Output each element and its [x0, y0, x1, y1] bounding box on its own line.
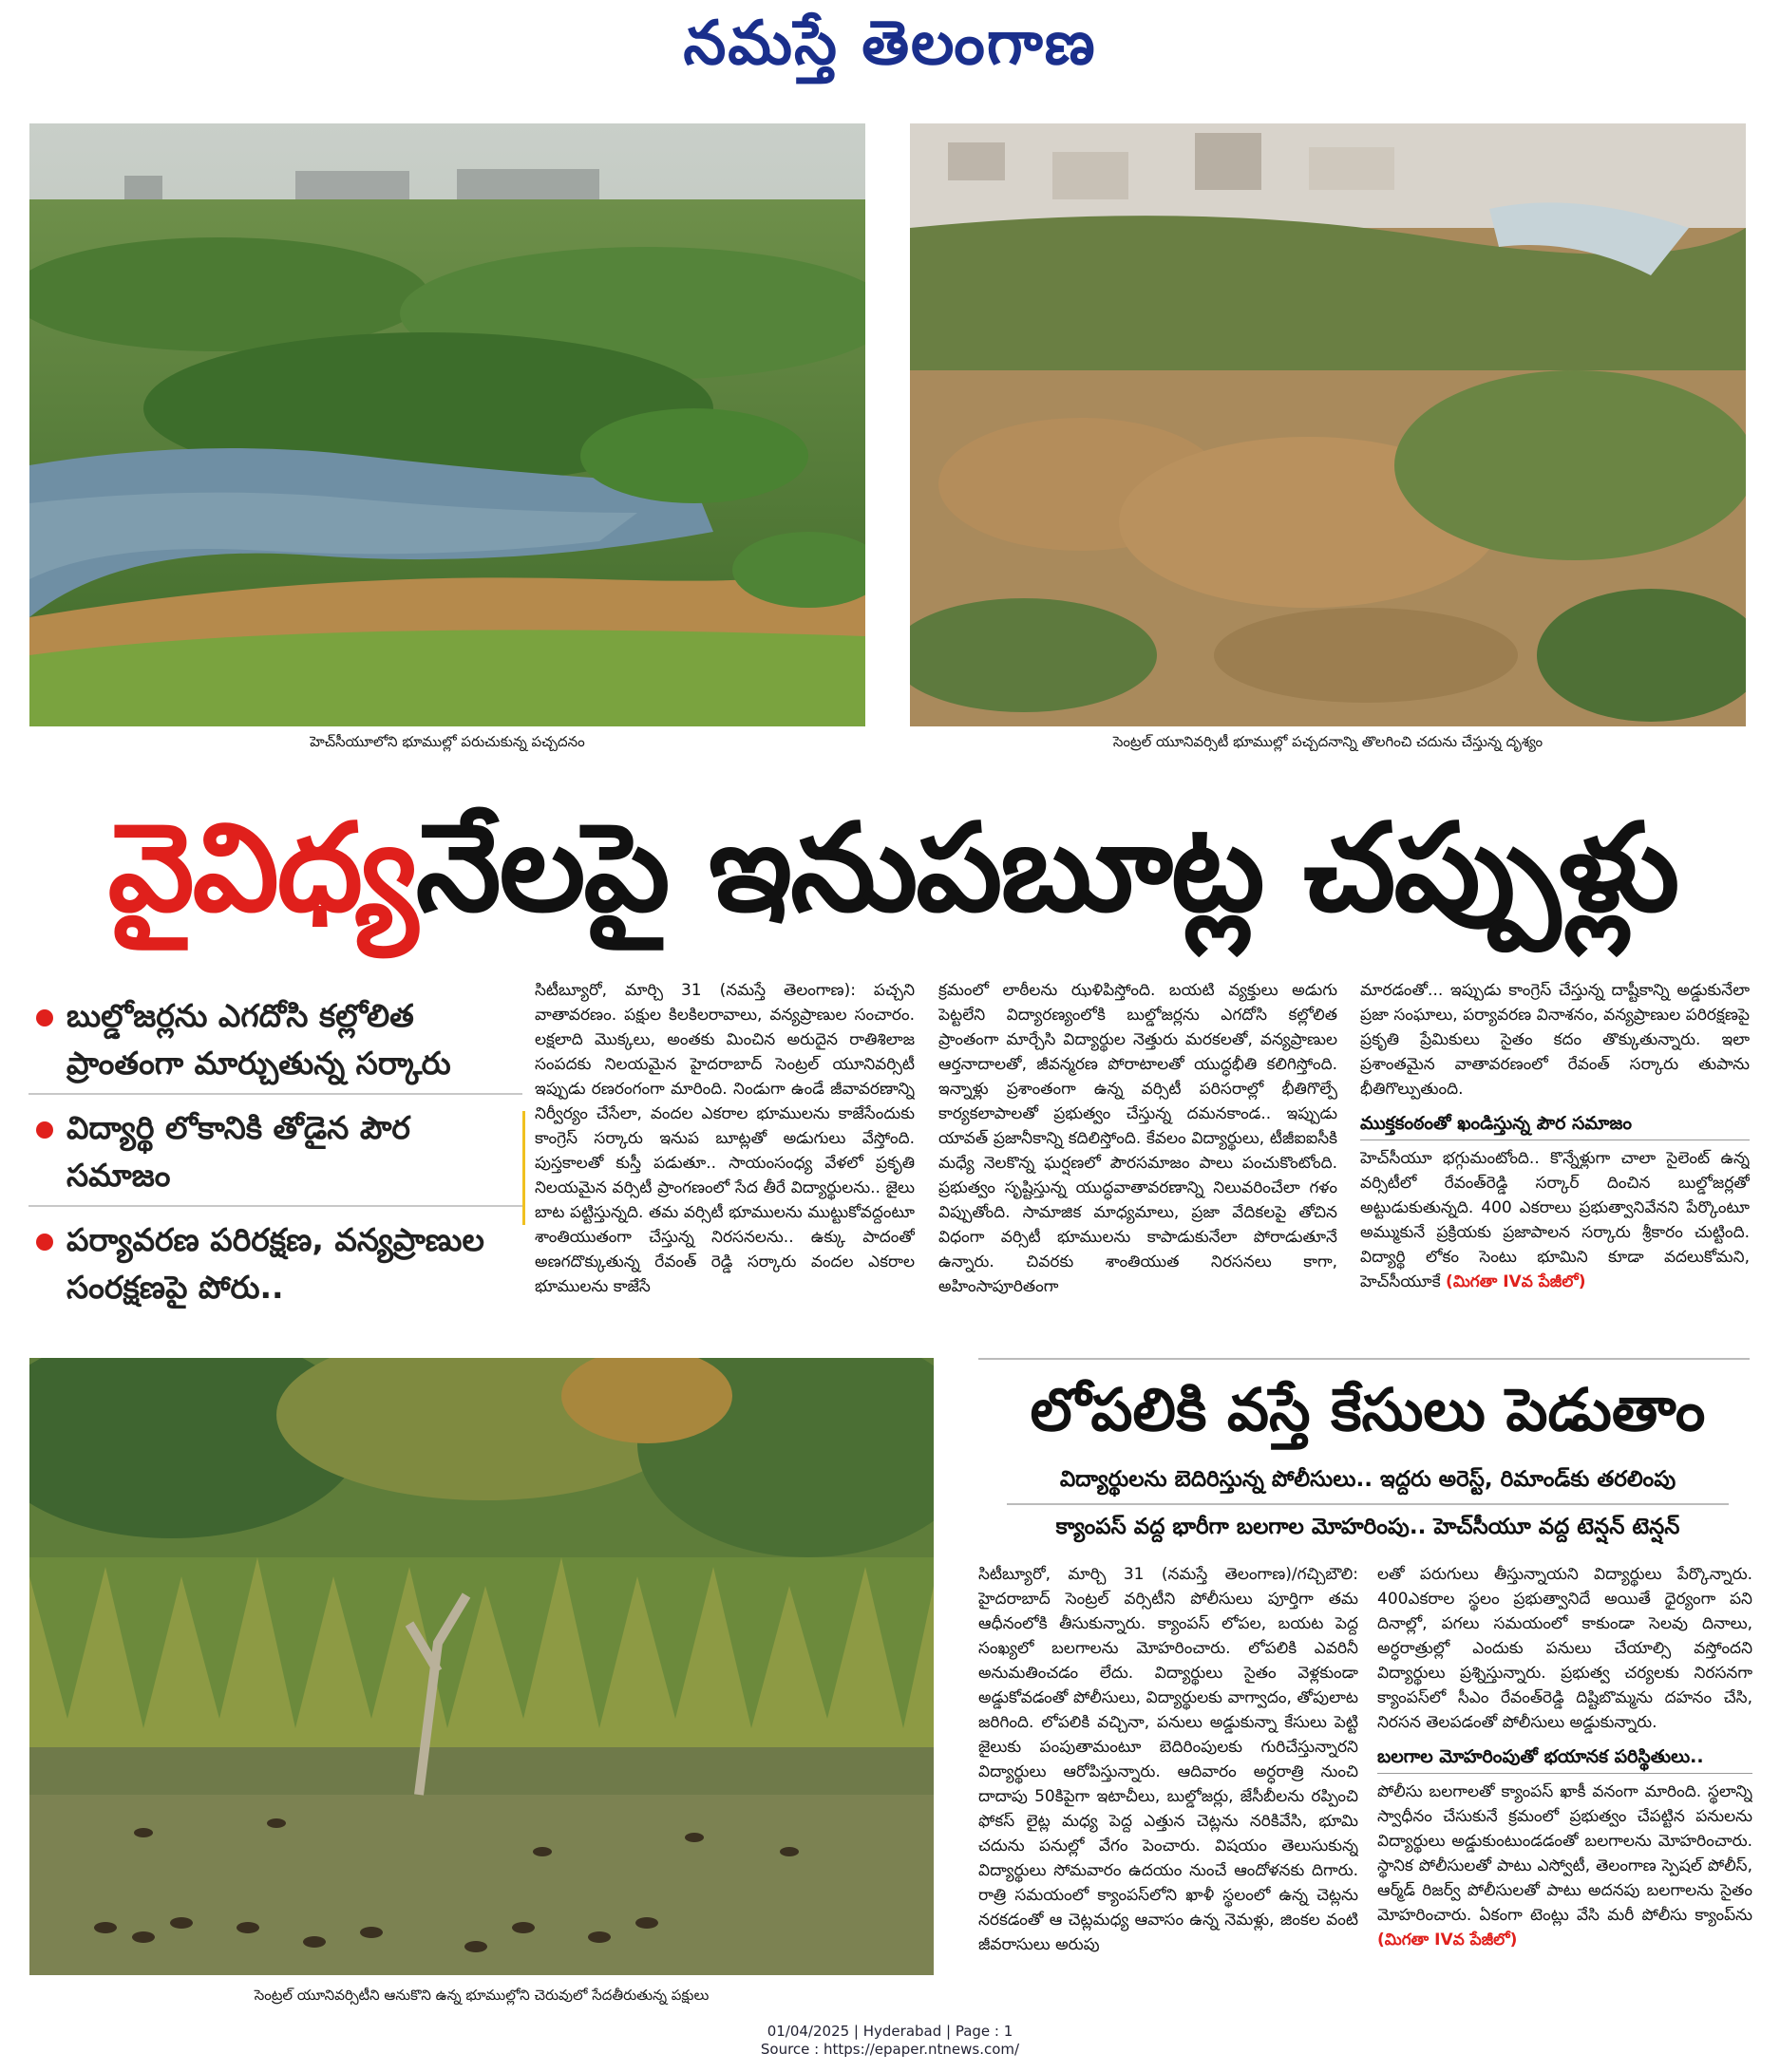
photo-cleared-land-aerial — [910, 123, 1746, 726]
section-divider — [978, 1358, 1750, 1360]
story2-subheading: బలగాల మోహరింపుతో భయానక పరిస్థితులు.. — [1377, 1744, 1752, 1774]
photo-green-campus-lake — [29, 123, 865, 726]
page-footer — [0, 2023, 1780, 2059]
main-headline — [28, 793, 1757, 945]
footer-source-link[interactable]: Source : https://epaper.ntnews.com/ — [760, 2041, 1020, 2058]
highlights-list — [28, 992, 522, 1327]
story2-deck-1: విద్యార్థులను బెదిరిస్తున్న పోలీసులు.. ఇద్దరు అరెస్ట్, రిమాండ్‌కు తరలింపు — [1059, 1467, 1676, 1492]
footer-edition: 01/04/2025 | Hyderabad | Page : 1 — [767, 2023, 1013, 2040]
highlight-item: పర్యావరణ పరిరక్షణ, వన్యప్రాణుల సంరక్షణపై పోరు.. — [28, 1216, 522, 1317]
accent-bar — [522, 1111, 525, 1225]
story2-headline: లోపలికి వస్తే కేసులు పెడుతాం — [1030, 1375, 1706, 1444]
story1-text: సిటీబ్యూరో, మార్చి 31 (నమస్తే తెలంగాణ): పచ్చని వాతావరణం. పక్షుల కిలకిలరావాలు, వన్యప్రాణుల సంచారం. లక్షలాది మొక్కలు, అంతకు మించిన అరుదైన రాతిశిలాజ సంపదకు నిలయమైన హైదరాబాద్ సెంట్రల్ యూనివర్సిటీ ఇప్పుడు రణరంగంగా మారింది. నిండుగా ఉండే జీవావరణాన్ని నిర్వీర్యం చేసేలా, వందల ఎకరాల భూములను కాజేసేందుకు కాంగ్రెస్ సర్కారు ఇనుప బూట్లతో అడుగులు వేస్తోంది. పుస్తకాలతో కుస్తీ పడుతూ.. సాయంసంధ్య వేళలో ప్రకృతి నిలయమైన వర్సిటీ ప్రాంగణంలో సేద తీరే విద్యార్థులను.. జైలు బాట పట్టిస్తున్నది. తమ వర్సిటీ భూములను ముట్టుకోవద్దంటూ శాంతియుతంగా చేస్తున్న నిరసనలను.. ఉక్కు పాదంతో అణగదొక్కుతున్న రేవంత్ రెడ్డి సర్కారు వందల ఎకరాల భూములను కాజేసే — [535, 981, 915, 1296]
story2-text-b: పోలీసు బలగాలతో క్యాంపస్ ఖాకీ వనంగా మారింది. స్థలాన్ని స్వాధీనం చేసుకునే క్రమంలో ప్రభుత్వం చేపట్టిన పనులను విద్యార్థులు అడ్డుకుంటుండడంతో బలగాలను మోహరించారు. స్థానిక పోలీసులతో పాటు ఎస్వోటీ, తెలంగాణ స్పెషల్ పోలీస్, ఆర్మ్‌డ్ రిజర్వ్ పోలీసులతో పాటు అదనపు బలగాలను సైతం మోహరించారు. ఏకంగా టెంట్లు వేసి మరీ పోలీసు క్యాంప్‌ను — [1377, 1782, 1752, 1925]
story1-column-2 — [938, 978, 1337, 1348]
story1-subheading: ముక్తకంఠంతో ఖండిస్తున్న పౌర సమాజం — [1360, 1111, 1750, 1140]
story2-column-1 — [978, 1562, 1358, 2008]
headline-accent: వైవిధ్య — [107, 798, 416, 939]
photo-caption-cleared: సెంట్రల్ యూనివర్సిటీ భూముల్లో పచ్చదనాన్ని తొలగించి చదును చేస్తున్న దృశ్యం — [1112, 733, 1543, 750]
story1-text: క్రమంలో లాఠీలను ఝళిపిస్తోంది. బయటి వ్యక్తులు అడుగు పెట్టలేని విద్యారణ్యంలోకి బుల్డోజర్లను ఎగదోసి కల్లోలిత ప్రాంతంగా మార్చేసి విద్యార్థుల నెత్తురు మరకలతో, వన్యప్రాణుల ఆర్తనాదాలతో, జీవన్మరణ పోరాటాలతో యుద్ధభీతి కలిగిస్తోంది. ఇన్నాళ్లు ప్రశాంతంగా ఉన్న వర్సిటీ పరిసరాల్లో భీతిగొల్పే కార్యకలాపాలతో ప్రభుత్వం చేస్తున్న దమనకాండ.. ఇప్పుడు యావత్ ప్రజానీకాన్ని కదిలిస్తోంది. కేవలం విద్యార్థులు, టీజీఐఐసీకి మధ్యే నెలకొన్న ఘర్షణలో పౌరసమాజం పాలు పంచుకొంటోంది. ప్రభుత్వం సృష్టిస్తున్న యుద్ధవాతావరణాన్ని నిలువరించేలా గళం విప్పుతోంది. సామాజిక మాధ్యమాలు, ప్రజా వేదికలపై తోచిన విధంగా వర్సిటీ భూములను కాపాడుకునేలా పోరాడుతూనే ఉన్నారు. చివరకు శాంతియుత నిరసనలు కాగా, అహింసాపూరితంగా — [938, 981, 1337, 1296]
continued-note: (మిగతా IVవ పేజీలో) — [1377, 1931, 1518, 1950]
story2-text — [1377, 1780, 1752, 1952]
story1-column-1 — [535, 978, 915, 1348]
continued-note: (మిగతా IVవ పేజీలో) — [1446, 1272, 1586, 1291]
photo-birds-pond — [29, 1358, 934, 1975]
deck-divider — [1007, 1503, 1729, 1505]
story1-text — [1360, 1146, 1750, 1294]
headline-rest: నేలపై ఇనుపబూట్ల చప్పుళ్లు — [415, 798, 1678, 939]
highlight-item: విద్యార్థి లోకానికి తోడైన పౌర సమాజం — [28, 1104, 522, 1207]
masthead-title: నమస్తే తెలంగాణ — [683, 8, 1097, 79]
story1-column-3 — [1360, 978, 1750, 1348]
highlight-item: బుల్డోజర్లను ఎగదోసి కల్లోలిత ప్రాంతంగా మార్చుతున్న సర్కారు — [28, 992, 522, 1095]
story2-column-2 — [1377, 1562, 1752, 2008]
story2-deck-2: క్యాంపస్ వద్ద భారీగా బలగాల మోహరింపు.. హెచ్‌సీయూ వద్ద టెన్షన్ టెన్షన్ — [1055, 1515, 1680, 1539]
story2-text: లతో పరుగులు తీస్తున్నాయని విద్యార్థులు పేర్కొన్నారు. 400ఎకరాల స్థలం ప్రభుత్వానిదే అయితే ధైర్యంగా పని దినాల్లో, పగలు సమయంలో కాకుండా సెలవు దినాలు, అర్ధరాత్రుల్లో ఎందుకు పనులు చేయాల్సి వస్తోందని విద్యార్థులు ప్రశ్నిస్తున్నారు. ప్రభుత్వ చర్యలకు నిరసనగా క్యాంపస్‌లో సీఎం రేవంత్‌రెడ్డి దిష్టిబొమ్మను దహనం చేసి, నిరసన తెలపడంతో పోలీసులు అడ్డుకున్నారు. — [1377, 1565, 1752, 1732]
story2-text: సిటీబ్యూరో, మార్చి 31 (నమస్తే తెలంగాణ)/గచ్చిబౌలి: హైదరాబాద్ సెంట్రల్ వర్సిటీని పోలీసులు పూర్తిగా తమ ఆధీనంలోకి తీసుకున్నారు. క్యాంపస్ లోపల, బయట పెద్ద సంఖ్యలో బలగాలను మోహరించారు. లోపలికి ఎవరినీ అనుమతించడం లేదు. విద్యార్థులు సైతం వెళ్లకుండా అడ్డుకోవడంతో పోలీసులు, విద్యార్థులకు వాగ్వాదం, తోపులాట జరిగింది. లోపలికి వచ్చినా, పనులు అడ్డుకున్నా కేసులు పెట్టి జైలుకు పంపుతామంటూ బెదిరింపులకు గురిచేస్తున్నారని విద్యార్థులు ఆరోపిస్తున్నారు. ఆదివారం అర్ధరాత్రి నుంచి దాదాపు 50కిపైగా ఇటాచీలు, బుల్డోజర్లు, జేసీబీలను రప్పించి ఫోకస్ లైట్ల మధ్య పెద్ద ఎత్తున చెట్లను నరికివేసి, భూమి చదును పనుల్లో వేగం పెంచారు. విషయం తెలుసుకున్న విద్యార్థులు సోమవారం ఉదయం నుంచే ఆందోళనకు దిగారు. రాత్రి సమయంలో క్యాంపస్‌లోని ఖాళీ స్థలంలో ఉన్న చెట్లను నరకడంతో ఆ చెట్లమధ్య ఆవాసం ఉన్న నెమళ్లు, జింకల వంటి జీవరాసులు అరుపు — [978, 1565, 1358, 1954]
photo-caption-green: హెచ్‌సీయూలోని భూముల్లో పరుచుకున్న పచ్చదనం — [310, 733, 585, 750]
story1-text: మారడంతో... ఇప్పుడు కాంగ్రెస్ చేస్తున్న దాష్టీకాన్ని అడ్డుకునేలా ప్రజా సంఘాలు, పర్యావరణ వినాశనం, వన్యప్రాణుల పరిరక్షణపై ప్రకృతి ప్రేమికులు సైతం కదం తొక్కుతున్నారు. ఇలా ప్రశాంతమైన వాతావరణంలో రేవంత్ సర్కారు తుపాను భీతిగొల్పుతుంది. — [1360, 981, 1750, 1099]
photo-caption-birds: సెంట్రల్ యూనివర్సిటీని ఆనుకొని ఉన్న భూముల్లోని చెరువులో సేదతీరుతున్న పక్షులు — [254, 1987, 710, 2004]
story1-text-b: హెచ్‌సీయూ భగ్గుమంటోంది.. కొన్నేళ్లుగా చాలా సైలెంట్ ఉన్న వర్సిటీలో రేవంత్‌రెడ్డి సర్కార్ దించిన బుల్డోజర్లతో అట్టుడుకుతున్నది. 400 ఎకరాలు ప్రభుత్వానివేనని పేర్కొంటూ అమ్ముకునే ప్రక్రియకు ప్రజాపాలన సర్కారు శ్రీకారం చుట్టింది. విద్యార్థి లోకం సెంటు భూమిని కూడా వదలుకోమని, హెచ్‌సీయూకే — [1360, 1149, 1750, 1291]
